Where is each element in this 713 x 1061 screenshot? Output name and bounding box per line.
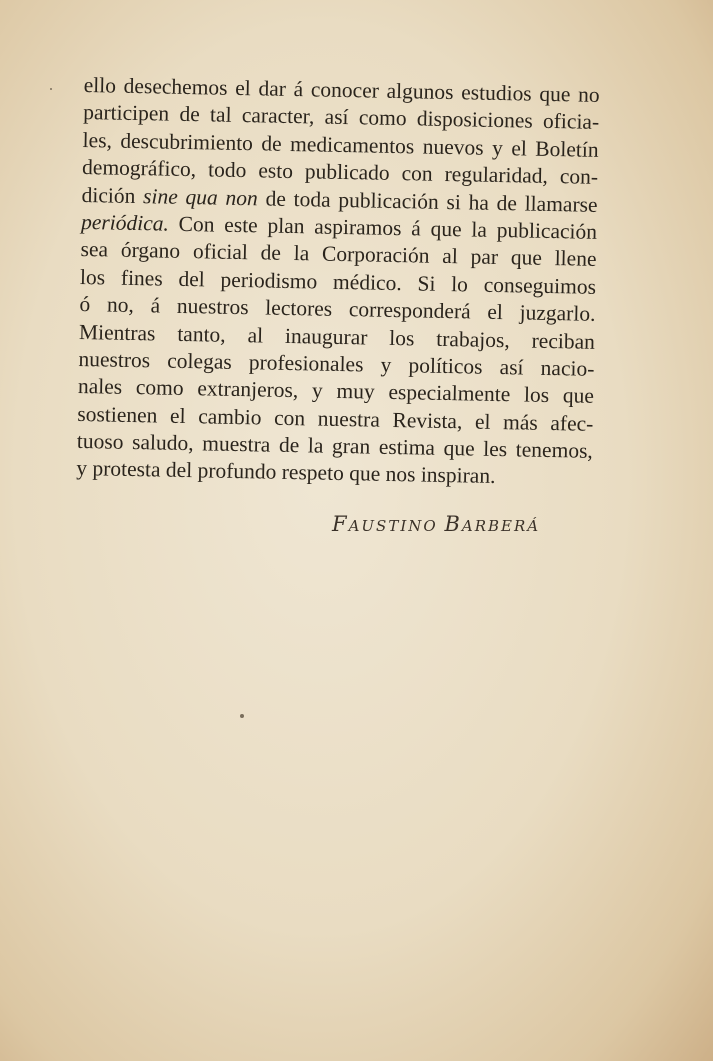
signature-last-name: ARBERÁ [461, 517, 541, 535]
text-line: sea órgano oficial de la Corporación al par que llene [80, 237, 597, 272]
text-line: los fines del periodismo médico. Si lo conseguimos [79, 264, 597, 299]
text-line: sostienen el cambio con nuestra Revista, el más afec- [77, 401, 594, 436]
text-line: Mientras tanto, al inaugurar los trabajos, reciban [78, 319, 596, 354]
text-line: nales como extranjeros, y muy especialmente los que [77, 374, 595, 409]
signature-first-initial: F [332, 512, 349, 536]
text-line: les, descubrimiento de medicamentos nuevos y el Boletín [82, 127, 599, 162]
signature-first-name: AUSTINO [348, 517, 438, 535]
text-line: periódica. Con este plan aspiramos á que la publicación [80, 209, 598, 244]
paper-speck [50, 88, 52, 90]
text-line: demográfico, todo esto publicado con regularidad, con- [81, 155, 599, 190]
text-line: nuestros colegas profesionales y políticos así nacio- [78, 346, 595, 381]
text-line: ó no, á nuestros lectores corresponderá el juzgarlo. [79, 292, 596, 326]
author-signature [332, 512, 540, 536]
text-line: dición sine qua non de toda publicación si ha de llamarse [81, 182, 598, 217]
text-line: tuoso saludo, muestra de la gran estima que les tenemos, [76, 429, 594, 463]
signature-last-initial: B [444, 512, 462, 536]
text-line: ello desechemos el dar á conocer algunos estudios que no [83, 72, 600, 107]
text-line: y protesta del profundo respeto que nos inspiran. [76, 456, 496, 489]
text-line: participen de tal caracter, así como disposiciones oficia- [82, 100, 600, 135]
paper-speck [240, 714, 244, 718]
body-text [76, 72, 600, 493]
